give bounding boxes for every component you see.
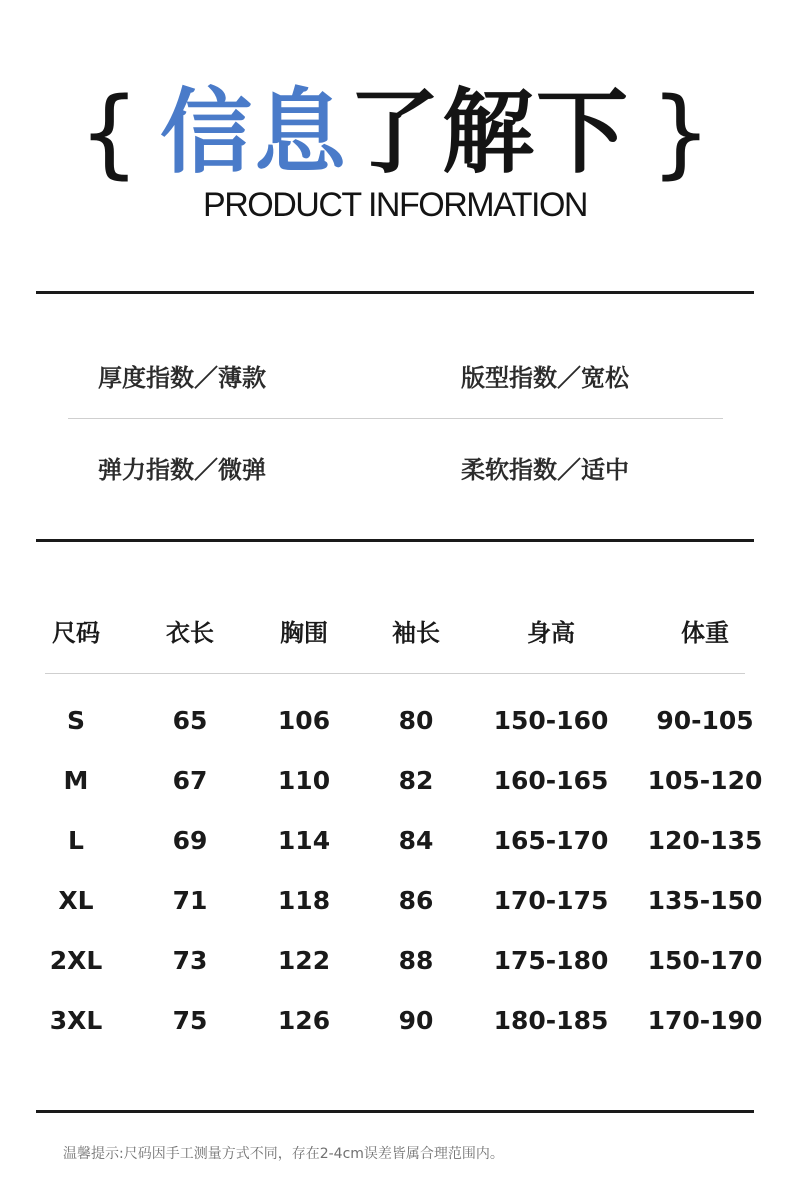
footer-note: 温馨提示:尺码因手工测量方式不同，存在2-4cm误差皆属合理范围内。 — [63, 1146, 504, 1162]
header-height: 身高 — [527, 619, 575, 647]
info-separator: ／ — [557, 364, 581, 392]
cell-height: 160-165 — [493, 766, 609, 795]
cell-chest: 118 — [277, 886, 331, 915]
cell-size: S — [66, 706, 86, 735]
cell-weight: 90-105 — [656, 706, 754, 735]
cell-sleeve: 86 — [398, 886, 434, 915]
info-thickness — [98, 358, 266, 393]
info-separator: ／ — [194, 456, 218, 484]
divider-bottom — [36, 1110, 754, 1113]
cell-chest: 122 — [277, 946, 331, 975]
info-value: 微弹 — [218, 456, 266, 484]
table-header-divider — [45, 673, 745, 674]
cell-sleeve: 84 — [398, 826, 434, 855]
cell-chest: 114 — [277, 826, 331, 855]
info-elasticity — [98, 450, 266, 485]
left-brace: { — [80, 77, 138, 189]
info-separator: ／ — [557, 456, 581, 484]
info-label: 柔软指数 — [461, 456, 557, 484]
header-chest: 胸围 — [280, 619, 328, 647]
info-label: 厚度指数 — [98, 364, 194, 392]
cell-height: 150-160 — [493, 706, 609, 735]
cell-weight: 105-120 — [647, 766, 763, 795]
cell-length: 65 — [172, 706, 208, 735]
cell-size: 3XL — [49, 1006, 103, 1035]
cell-weight: 170-190 — [647, 1006, 763, 1035]
cell-size: M — [63, 766, 89, 795]
title-text — [159, 79, 631, 186]
header-length: 衣长 — [166, 619, 214, 647]
cell-height: 175-180 — [493, 946, 609, 975]
divider-top — [36, 291, 754, 294]
info-value: 适中 — [581, 456, 629, 484]
info-value: 宽松 — [581, 364, 629, 392]
cell-height: 165-170 — [493, 826, 609, 855]
title-rest: 了解下 — [348, 79, 631, 186]
info-separator: ／ — [194, 364, 218, 392]
info-value: 薄款 — [218, 364, 266, 392]
cell-height: 180-185 — [493, 1006, 609, 1035]
cell-length: 73 — [172, 946, 208, 975]
cell-size: L — [68, 826, 84, 855]
cell-chest: 110 — [277, 766, 331, 795]
cell-sleeve: 82 — [398, 766, 434, 795]
cell-sleeve: 88 — [398, 946, 434, 975]
info-softness — [461, 450, 629, 485]
cell-length: 67 — [172, 766, 208, 795]
cell-sleeve: 80 — [398, 706, 434, 735]
cell-weight: 120-135 — [647, 826, 763, 855]
info-label: 弹力指数 — [98, 456, 194, 484]
cell-length: 75 — [172, 1006, 208, 1035]
cell-weight: 150-170 — [647, 946, 763, 975]
cell-length: 69 — [172, 826, 208, 855]
page-subtitle: PRODUCT INFORMATION — [203, 186, 587, 224]
cell-height: 170-175 — [493, 886, 609, 915]
divider-middle — [36, 539, 754, 542]
header-weight: 体重 — [681, 619, 729, 647]
cell-size: XL — [58, 886, 94, 915]
cell-sleeve: 90 — [398, 1006, 434, 1035]
cell-length: 71 — [172, 886, 208, 915]
cell-weight: 135-150 — [647, 886, 763, 915]
cell-chest: 106 — [277, 706, 331, 735]
info-label: 版型指数 — [461, 364, 557, 392]
header-size: 尺码 — [52, 619, 100, 647]
title-accent: 信息 — [159, 79, 348, 186]
right-brace: } — [652, 77, 710, 189]
info-fit — [461, 358, 629, 393]
info-divider — [68, 418, 723, 419]
page-title — [0, 78, 790, 188]
cell-size: 2XL — [49, 946, 103, 975]
header-sleeve: 袖长 — [392, 619, 440, 647]
cell-chest: 126 — [277, 1006, 331, 1035]
